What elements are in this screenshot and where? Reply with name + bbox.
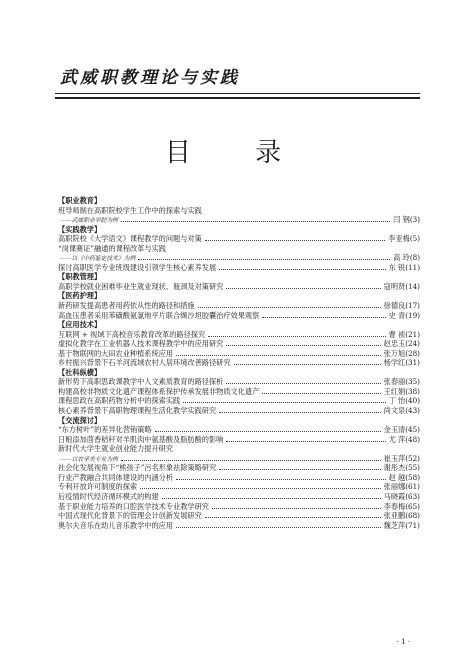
toc-entry-author-page: 杨学红(31): [383, 358, 420, 368]
toc-entry-title: 后疫情时代经济循环模式的构建: [58, 491, 159, 501]
toc-entry[interactable]: [58, 435, 420, 445]
toc-entry-title: 中国式现代化背景下的管理会计创新发展研究: [58, 511, 202, 521]
dot-leader: [219, 263, 385, 270]
toc-entry[interactable]: [58, 215, 420, 225]
dot-leader: [219, 463, 380, 470]
toc-entry-author-page: 赵忠玉(24): [383, 339, 420, 349]
toc-entry-title: 探讨高职医学专业班级建设引领学生核心素养发展: [58, 262, 217, 272]
toc-entry-author-page: 马晓霞(63): [383, 491, 420, 501]
header-rule-thin: [55, 93, 420, 94]
section-heading: 【职业教育】: [58, 196, 102, 205]
toc-entry-title: 互联网 + 视域下高校音乐教育改革的路径探究: [58, 329, 206, 339]
section-heading: 【交流探讨】: [58, 415, 102, 425]
toc-entry-title: ——以《中药鉴定技术》为例: [60, 256, 136, 263]
toc-entry[interactable]: [58, 463, 420, 473]
section-heading: 【医药护理】: [58, 291, 102, 301]
toc-entry-title: 基于职业能力培养的口腔医学技术专业教学研究: [58, 501, 209, 511]
toc-entry-title: 高职学校就业困难毕业生就业现状、瓶颈及对策研究: [58, 281, 224, 291]
dot-leader: [138, 253, 390, 260]
dot-leader: [208, 330, 385, 337]
toc-entry[interactable]: [58, 482, 420, 492]
toc-entry-author-page: 闫 钢(3): [393, 215, 420, 225]
toc-entry-author-page: 徐德良(17): [383, 301, 420, 311]
table-of-contents: [58, 196, 420, 530]
toc-entry-author-page: 尤 萍(48): [388, 434, 420, 444]
toc-entry[interactable]: [58, 425, 420, 435]
dot-leader: [212, 502, 381, 509]
page-number: · 1 ·: [396, 638, 410, 646]
toc-entry[interactable]: [58, 349, 420, 359]
toc-entry-title: 奥尔夫音乐在幼儿音乐教学中的应用: [58, 520, 174, 530]
toc-entry[interactable]: [58, 387, 420, 397]
dot-leader: [176, 349, 381, 356]
toc-entry-title: “岗课赛证”融通的课程改革与实践: [58, 243, 166, 253]
toc-entry[interactable]: [58, 473, 420, 483]
dot-leader: [155, 425, 381, 432]
toc-entry-author-page: 魏芝萍(71): [383, 520, 420, 530]
toc-entry[interactable]: [58, 502, 420, 512]
toc-entry-title: 高血压患者采用苯磺酸氨氯地平片联合缬沙坦胶囊治疗效果观察: [58, 310, 260, 320]
toc-entry[interactable]: [58, 358, 420, 368]
toc-entry-title: 乡村振兴背景下石羊河流域农村人居环境改善路径研究: [58, 358, 231, 368]
toc-entry[interactable]: [58, 396, 420, 406]
dot-leader: [140, 482, 381, 489]
toc-entry-author-page: 崔玉萍(52): [383, 453, 420, 463]
toc-entry[interactable]: [58, 263, 420, 273]
dot-leader: [234, 358, 381, 365]
toc-entry-title: 虚拟化教学在工业机器人技术课程教学中的应用研究: [58, 339, 224, 349]
toc-title: 目 录: [164, 138, 310, 168]
toc-entry-author-page: 曹 祯(21): [388, 329, 420, 339]
toc-entry-title: 社会化发展视角下“熊孩子”污名形象祛除策略研究: [58, 463, 217, 473]
toc-entry[interactable]: [58, 492, 420, 502]
toc-entry-author-page: 高 玲(8): [393, 253, 420, 263]
toc-entry-title: 课程思政在高职药物分析中的探索实践: [58, 396, 181, 406]
toc-entry[interactable]: [58, 253, 420, 263]
toc-entry[interactable]: [58, 521, 420, 531]
toc-entry-title: “东方树叶”的差异化营销策略: [58, 425, 152, 435]
toc-entry[interactable]: [58, 454, 420, 464]
toc-entry[interactable]: [58, 377, 420, 387]
toc-entry-author-page: 张春丽(35): [383, 377, 420, 387]
toc-entry-author-page: 尚文泉(43): [383, 406, 420, 416]
section-heading: 【社科纵横】: [58, 367, 102, 377]
toc-entry[interactable]: [58, 311, 420, 321]
dot-leader: [226, 339, 380, 346]
toc-entry-author-page: 张万旭(28): [383, 348, 420, 358]
dot-leader: [226, 435, 385, 442]
toc-entry-author-page: 东 锐(11): [388, 262, 420, 272]
dot-leader: [198, 301, 381, 308]
toc-entry-author-page: 赵 越(58): [388, 472, 420, 482]
toc-entry[interactable]: [58, 406, 420, 416]
toc-entry-title: 高职院校《大学语文》课程教学的问题与对策: [58, 234, 202, 244]
section-heading: 【实践教学】: [58, 224, 102, 234]
header-rule-thick: [55, 97, 420, 99]
toc-entry-author-page: 史 青(19): [388, 310, 420, 320]
toc-entry-author-page: 王红娟(38): [383, 386, 420, 396]
dot-leader: [121, 215, 390, 222]
dot-leader: [205, 234, 385, 241]
toc-entry-title: 新形势下高职思政课教学中人文素质教育的路径探析: [58, 377, 224, 387]
toc-entry-title: 日粮添加茴香秸秆对羊肌肉中氨基酸及脂肪酸的影响: [58, 434, 224, 444]
toc-entry-author-page: 李亚梅(5): [388, 234, 420, 244]
dot-leader: [176, 473, 386, 480]
toc-entry-author-page: 李春梅(65): [383, 501, 420, 511]
toc-entry-title: ——武威职业学院为例: [60, 218, 118, 225]
toc-entry-title: 新时代大学生就业创业能力提升研究: [58, 444, 174, 454]
dot-leader: [121, 454, 381, 461]
toc-entry[interactable]: [58, 282, 420, 292]
toc-entry-title: ——以农学类专业为例: [60, 456, 118, 463]
toc-entry-author-page: 寇明贤(14): [383, 281, 420, 291]
toc-entry[interactable]: [58, 330, 420, 340]
toc-entry[interactable]: [58, 234, 420, 244]
dot-leader: [226, 282, 380, 289]
toc-entry-author-page: 金玉清(45): [383, 425, 420, 435]
toc-entry-title: 专利开放许可制度的探索: [58, 482, 138, 492]
journal-title: 武威职教理论与实践: [60, 68, 240, 88]
toc-entry-title: 核心素养背景下高职物理课程生活化教学实践研究: [58, 406, 217, 416]
dot-leader: [162, 492, 381, 499]
toc-entry-title: 新药研发提高患者用药依从性的路径和措施: [58, 301, 195, 311]
dot-leader: [205, 511, 381, 518]
toc-entry-author-page: 谢彤杰(55): [383, 463, 420, 473]
toc-entry-author-page: 丁 怡(40): [388, 396, 420, 406]
toc-entry[interactable]: [58, 339, 420, 349]
toc-entry-title: 行业产教融合共同体建设的内涵分析: [58, 472, 174, 482]
dot-leader: [183, 396, 385, 403]
toc-entry-title: 基于物联网的大田农业种植系统应用: [58, 348, 174, 358]
toc-entry-title: 构建高校非物质文化遗产课程体系保护传承发展非物质文化遗产: [58, 386, 260, 396]
toc-entry[interactable]: [58, 301, 420, 311]
toc-entry[interactable]: [58, 511, 420, 521]
section-heading: 【应用技术】: [58, 320, 102, 330]
toc-entry-title: 班导师制在高职院校学生工作中的探索与实践: [58, 205, 202, 215]
toc-entry-author-page: 张亚鹏(68): [383, 511, 420, 521]
toc-entry-author-page: 张丽娜(61): [383, 482, 420, 492]
section-heading: 【职教管理】: [58, 272, 102, 282]
dot-leader: [219, 406, 381, 413]
dot-leader: [176, 521, 381, 528]
dot-leader: [262, 387, 380, 394]
dot-leader: [226, 377, 380, 384]
dot-leader: [262, 311, 385, 318]
